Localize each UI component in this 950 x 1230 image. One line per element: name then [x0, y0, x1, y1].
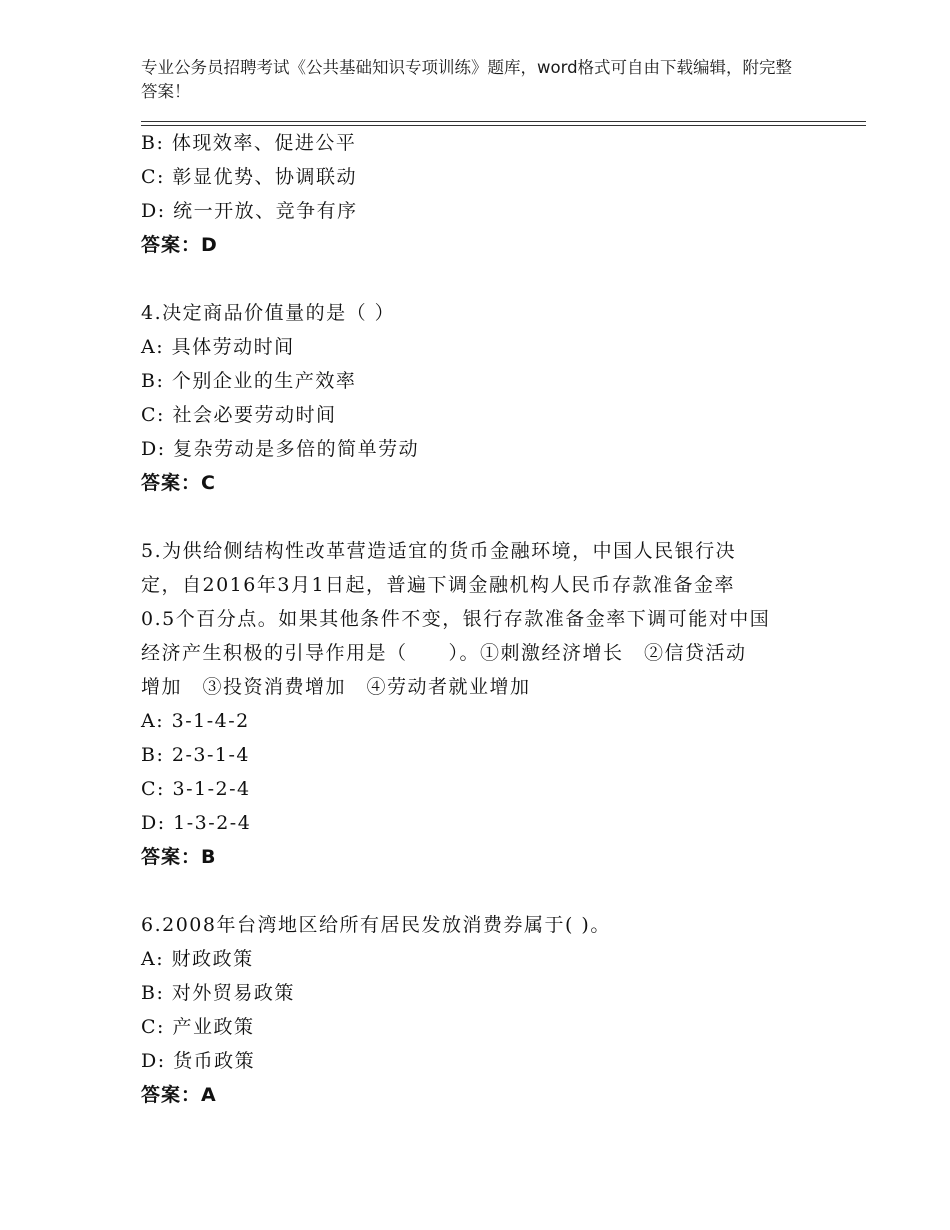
question-stem-line: 5.为供给侧结构性改革营造适宜的货币金融环境，中国人民银行决 — [141, 540, 737, 562]
option-d: D: 复杂劳动是多倍的简单劳动 — [141, 438, 420, 460]
question-5 — [141, 534, 821, 874]
spacer — [141, 874, 821, 908]
question-stem: 4.决定商品价值量的是（ ） — [141, 302, 396, 324]
option-d: D: 统一开放、竞争有序 — [141, 200, 358, 222]
option-a: A: 具体劳动时间 — [141, 336, 295, 358]
answer-label: 答案：D — [141, 234, 218, 256]
answer-label: 答案：C — [141, 472, 216, 494]
option-d: D: 货币政策 — [141, 1050, 256, 1072]
answer-label: 答案：B — [141, 846, 217, 868]
spacer — [141, 500, 821, 534]
question-stem-line: 增加 ③投资消费增加 ④劳动者就业增加 — [141, 676, 531, 698]
question-stem: 6.2008年台湾地区给所有居民发放消费券属于( )。 — [141, 914, 611, 936]
question-content — [141, 126, 821, 1112]
header-rule-thin — [141, 121, 866, 122]
question-stem-line: 定，自2016年3月1日起，普遍下调金融机构人民币存款准备金率 — [141, 574, 736, 596]
option-c: C: 产业政策 — [141, 1016, 255, 1038]
question-stem-line: 0.5个百分点。如果其他条件不变，银行存款准备金率下调可能对中国 — [141, 608, 771, 630]
question-6 — [141, 908, 821, 1112]
header-text: 专业公务员招聘考试《公共基础知识专项训练》题库，word格式可自由下载编辑，附完整答案！ — [141, 58, 793, 101]
option-c: C: 社会必要劳动时间 — [141, 404, 337, 426]
option-b: B: 个别企业的生产效率 — [141, 370, 357, 392]
option-c: C: 3-1-2-4 — [141, 778, 251, 800]
option-d: D: 1-3-2-4 — [141, 812, 252, 834]
option-c: C: 彰显优势、协调联动 — [141, 166, 357, 188]
option-a: A: 3-1-4-2 — [141, 710, 250, 732]
option-b: B: 体现效率、促进公平 — [141, 132, 357, 154]
option-a: A: 财政政策 — [141, 948, 254, 970]
question-stem-line: 经济产生积极的引导作用是（ ）。①刺激经济增长 ②信贷活动 — [141, 642, 747, 664]
question-4 — [141, 296, 821, 500]
spacer — [141, 262, 821, 296]
question-3-partial — [141, 126, 821, 262]
option-b: B: 对外贸易政策 — [141, 982, 295, 1004]
option-b: B: 2-3-1-4 — [141, 744, 251, 766]
answer-label: 答案：A — [141, 1084, 217, 1106]
document-header — [141, 56, 801, 104]
